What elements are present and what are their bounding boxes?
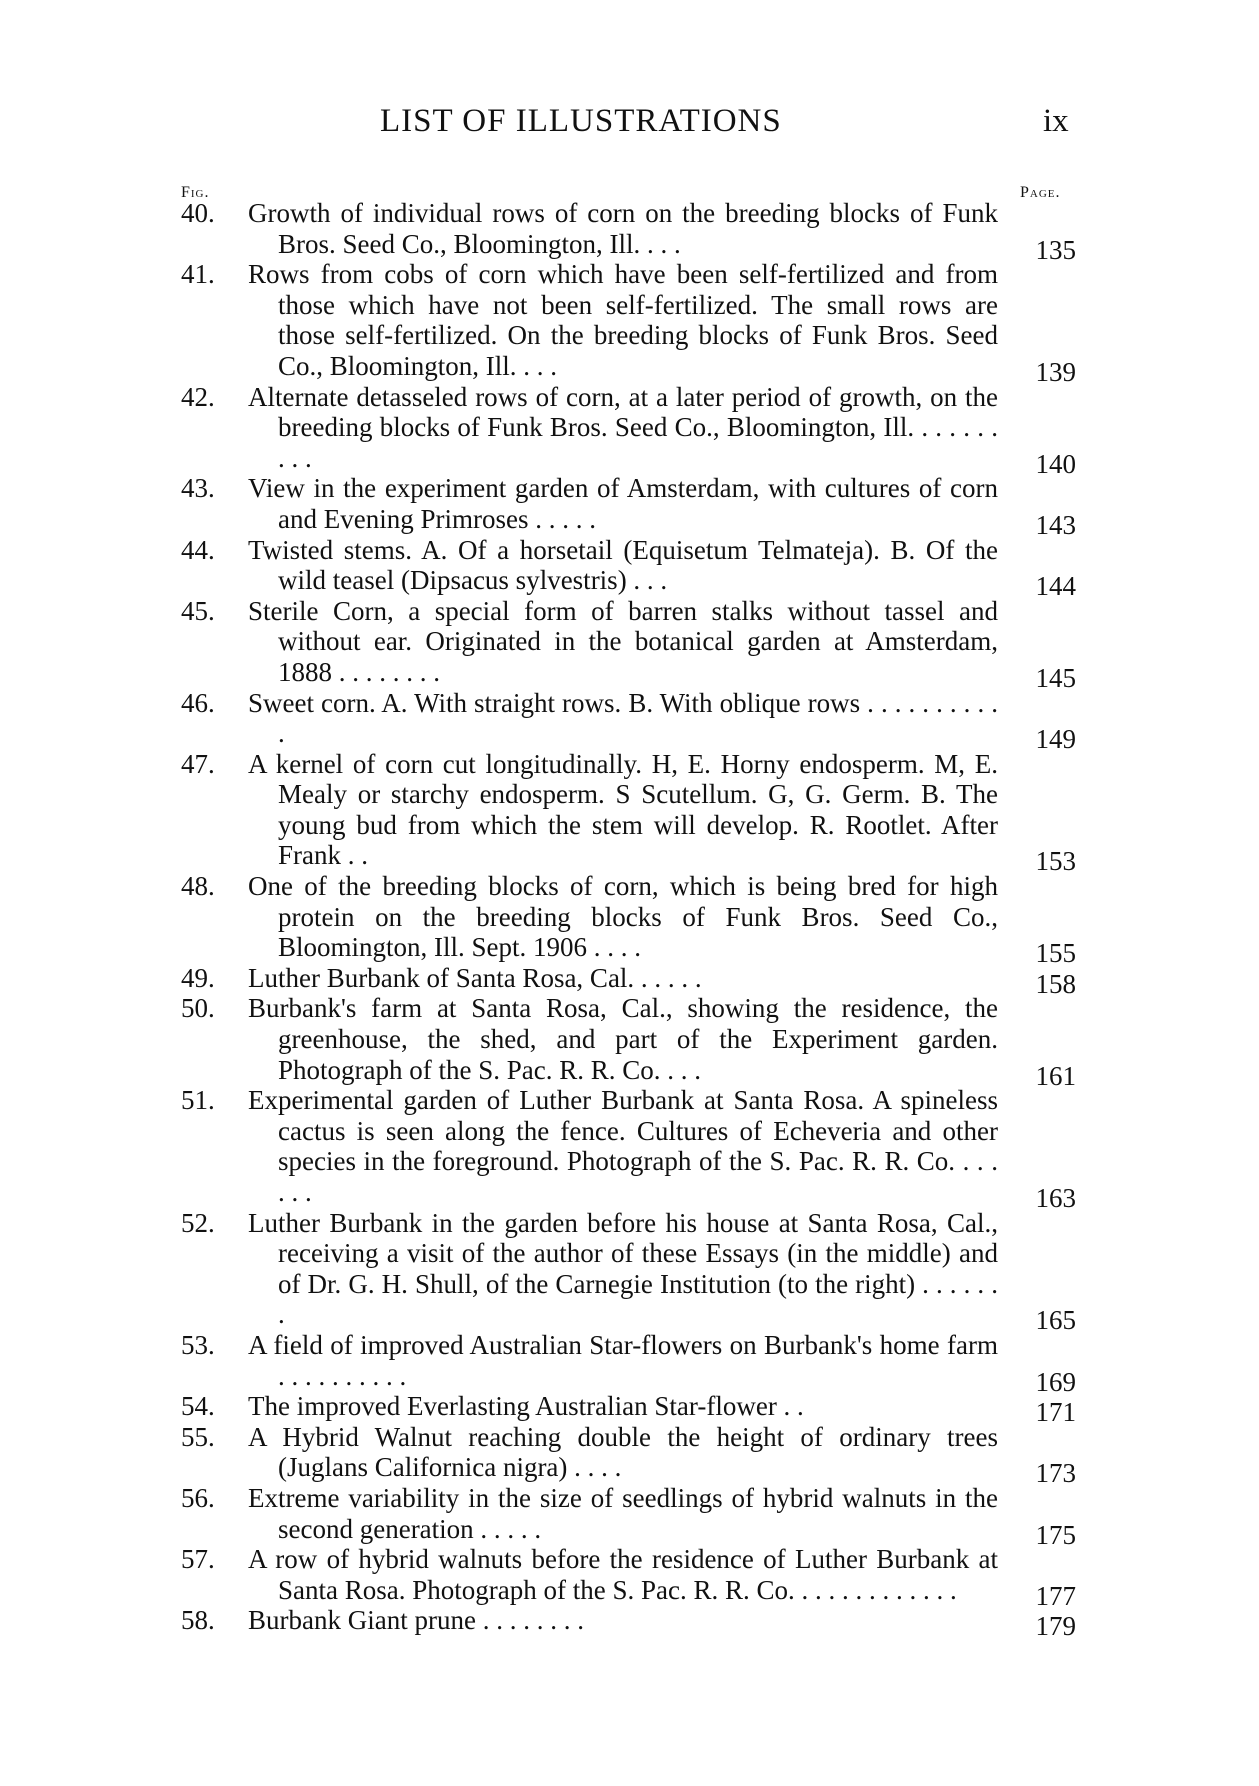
page-reference: 155 [1035, 938, 1076, 969]
figure-caption: Experimental garden of Luther Burbank at Santa Rosa. A spineless cactus is seen along the fence. Cultures of Echeveria and other species in the foreground. Photograph of the S. Pac. R. R. Co. . . . . . . [248, 1085, 998, 1207]
figure-number: 40. [181, 198, 215, 228]
figure-caption: Burbank's farm at Santa Rosa, Cal., showing the residence, the greenhouse, the shed, and part of the Experiment garden. Photograph of the S. Pac. R. R. Co. . . . [248, 993, 998, 1085]
page-number: ix [1043, 103, 1069, 139]
figure-caption: Sweet corn. A. With straight rows. B. With oblique rows . . . . . . . . . . . [248, 687, 998, 749]
figure-caption: Extreme variability in the size of seedlings of hybrid walnuts in the second generation . . . . . [248, 1482, 998, 1544]
page-reference: 179 [1035, 1611, 1076, 1642]
figure-caption: Sterile Corn, a special form of barren stalks without tassel and without ear. Originated in the botanical garden at Amsterdam, 1888 . . . . . . . . [248, 595, 998, 687]
list-item [181, 1482, 1076, 1550]
page-reference: 158 [1035, 968, 1076, 999]
page-reference: 149 [1035, 724, 1076, 755]
figure-caption: A row of hybrid walnuts before the residence of Luther Burbank at Santa Rosa. Photograph of the S. Pac. R. R. Co. . . . . . . . . . . . . [248, 1544, 998, 1605]
list-item [181, 198, 1076, 265]
figure-number: 47. [181, 748, 215, 779]
figure-number: 41. [181, 259, 215, 290]
figure-number: 43. [181, 473, 215, 504]
figure-caption: Luther Burbank of Santa Rosa, Cal. . . . . . [248, 962, 702, 993]
page-reference: 161 [1035, 1060, 1076, 1091]
list-item [181, 687, 1076, 755]
figure-number: 46. [181, 687, 215, 718]
figure-number: 53. [181, 1329, 215, 1360]
page-reference: 139 [1035, 356, 1076, 387]
figure-number: 52. [181, 1207, 215, 1238]
figure-number: 54. [181, 1391, 215, 1422]
illustrations-list [181, 198, 1076, 1642]
figure-caption: A kernel of corn cut longitudinally. H, E. Horny endosperm. M, E. Mealy or starchy endosperm. S Scutellum. G, G. Germ. B. The young bud from which the stem will develop. R. Rootlet. After Frank . . [248, 748, 998, 871]
list-item [181, 1207, 1076, 1336]
page-reference: 163 [1035, 1183, 1076, 1213]
page-reference: 175 [1035, 1519, 1076, 1550]
list-item [181, 1329, 1076, 1397]
list-item [181, 381, 1076, 479]
figure-caption: Twisted stems. A. Of a horsetail (Equisetum Telmateja). B. Of the wild teasel (Dipsacus sylvestris) . . . [248, 534, 998, 596]
figure-number: 56. [181, 1482, 215, 1513]
page-reference: 144 [1035, 571, 1076, 602]
figure-caption: One of the breeding blocks of corn, which is being bred for high protein on the breeding blocks of Funk Bros. Seed Co., Bloomington, Ill. Sept. 1906 . . . . [248, 871, 998, 963]
list-item [181, 259, 1076, 387]
running-title: LIST OF ILLUSTRATIONS [380, 103, 782, 139]
page-reference: 169 [1035, 1366, 1076, 1397]
page-reference: 135 [1035, 234, 1076, 265]
fig-column-heading: Fig. [181, 184, 210, 201]
figure-number: 57. [181, 1544, 215, 1575]
figure-number: 58. [181, 1605, 215, 1636]
list-item [181, 473, 1076, 540]
figure-caption: The improved Everlasting Australian Star-flower . . [248, 1391, 804, 1422]
figure-caption: Rows from cobs of corn which have been self-fertilized and from those which have not been self-fertilized. The small rows are those self-fertilized. On the breeding blocks of Funk Bros. Seed Co., Bloomington, Ill. . . . [248, 259, 998, 381]
figure-number: 51. [181, 1085, 215, 1116]
figure-number: 42. [181, 381, 215, 412]
figure-caption: Growth of individual rows of corn on the breeding blocks of Funk Bros. Seed Co., Bloomington, Ill. . . . [248, 198, 998, 259]
figure-number: 49. [181, 962, 215, 993]
page-reference: 143 [1035, 509, 1076, 540]
figure-number: 55. [181, 1421, 215, 1452]
list-item [181, 871, 1076, 969]
figure-number: 44. [181, 534, 215, 565]
figure-caption: A field of improved Australian Star-flowers on Burbank's home farm . . . . . . . . . . [248, 1329, 998, 1391]
page-reference: 171 [1035, 1397, 1076, 1428]
list-item [181, 1544, 1076, 1611]
page-reference: 140 [1035, 448, 1076, 479]
list-item [181, 748, 1076, 877]
page-reference: 177 [1035, 1580, 1076, 1611]
list-item [181, 1421, 1076, 1489]
figure-number: 45. [181, 595, 215, 626]
page-reference: 165 [1035, 1305, 1076, 1336]
figure-caption: Burbank Giant prune . . . . . . . . [248, 1605, 584, 1636]
list-item [181, 962, 1076, 999]
page-reference: 153 [1035, 846, 1076, 877]
figure-number: 48. [181, 871, 215, 902]
figure-caption: Alternate detasseled rows of corn, at a later period of growth, on the breeding blocks of Funk Bros. Seed Co., Bloomington, Ill. . . . . . . . . . [248, 381, 998, 473]
figure-number: 50. [181, 993, 215, 1024]
list-item [181, 595, 1076, 693]
figure-caption: A Hybrid Walnut reaching double the height of ordinary trees (Juglans Californica nigra) . . . . [248, 1421, 998, 1483]
list-item [181, 1391, 1076, 1428]
page-reference: 145 [1035, 662, 1076, 693]
list-item [181, 534, 1076, 602]
page-column-heading: Page. [1020, 184, 1061, 201]
list-item [181, 1605, 1076, 1642]
figure-caption: Luther Burbank in the garden before his house at Santa Rosa, Cal., receiving a visit of the author of these Essays (in the middle) and of Dr. G. H. Shull, of the Carnegie Institution (to the right) . . . . . . . [248, 1207, 998, 1330]
page-reference: 173 [1035, 1458, 1076, 1489]
list-item [181, 1085, 1076, 1213]
list-item [181, 993, 1076, 1091]
figure-caption: View in the experiment garden of Amsterdam, with cultures of corn and Evening Primroses . . . . . [248, 473, 998, 534]
